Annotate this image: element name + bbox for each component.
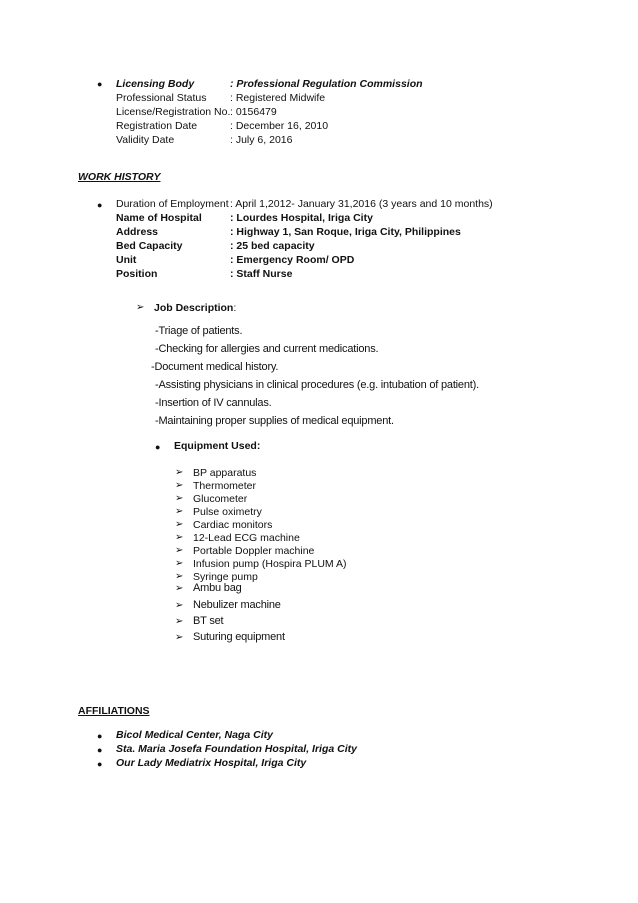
arrow-bullet-icon: ➢ (175, 493, 184, 504)
license-label-3: Registration Date (116, 120, 198, 132)
license-value-2: : 0156479 (230, 106, 277, 118)
arrow-bullet-icon: ➢ (175, 519, 184, 530)
equipment-item: Pulse oximetry (193, 506, 262, 518)
equipment-item: Thermometer (193, 480, 257, 492)
work-label-2: Address (116, 226, 159, 238)
arrow-bullet-icon: ➢ (175, 467, 184, 478)
work-label-1: Name of Hospital (116, 212, 202, 224)
equipment-item: BT set (193, 615, 224, 627)
affiliation-item: Bicol Medical Center, Naga City (116, 729, 273, 741)
work-label-3: Bed Capacity (116, 240, 183, 252)
job-item: -Assisting physicians in clinical procedures (e.g. intubation of patient). (155, 379, 479, 391)
arrow-bullet-icon: ➢ (175, 600, 184, 611)
license-label-4: Validity Date (116, 134, 175, 146)
equipment-title: Equipment Used: (174, 440, 261, 452)
work-value-1: : Lourdes Hospital, Iriga City (230, 212, 373, 224)
job-item: -Triage of patients. (155, 325, 243, 337)
arrow-bullet-icon: ➢ (175, 571, 184, 582)
bullet-icon: ● (97, 745, 103, 755)
equipment-item: BP apparatus (193, 467, 257, 479)
job-item: -Checking for allergies and current medications. (155, 343, 379, 355)
license-value-4: : July 6, 2016 (230, 134, 293, 146)
license-label-1: Professional Status (116, 92, 207, 104)
job-item: -Document medical history. (151, 361, 279, 373)
affiliations-heading: AFFILIATIONS (78, 705, 150, 717)
work-value-0: : April 1,2012- January 31,2016 (3 years and 10 months) (230, 198, 493, 210)
equipment-item: Ambu bag (193, 582, 242, 594)
job-description-title: Job Description: (154, 302, 237, 314)
equipment-item: Glucometer (193, 493, 248, 505)
equipment-item: Syringe pump (193, 571, 258, 583)
arrow-bullet-icon: ➢ (136, 302, 145, 313)
job-item: -Maintaining proper supplies of medical equipment. (155, 415, 394, 427)
arrow-bullet-icon: ➢ (175, 545, 184, 556)
arrow-bullet-icon: ➢ (175, 583, 184, 594)
equipment-item: 12-Lead ECG machine (193, 532, 300, 544)
work-label-5: Position (116, 268, 158, 280)
work-value-5: : Staff Nurse (230, 268, 293, 280)
arrow-bullet-icon: ➢ (175, 480, 184, 491)
bullet-icon: ● (97, 759, 103, 769)
equipment-item: Suturing equipment (193, 631, 285, 643)
work-label-4: Unit (116, 254, 137, 266)
bullet-icon: ● (97, 731, 103, 741)
job-item: -Insertion of IV cannulas. (155, 397, 272, 409)
work-value-3: : 25 bed capacity (230, 240, 315, 252)
license-value-0: : Professional Regulation Commission (230, 78, 423, 90)
bullet-icon: ● (155, 442, 161, 452)
work-label-0: Duration of Employment (116, 198, 229, 210)
license-label-0: Licensing Body (116, 78, 195, 90)
arrow-bullet-icon: ➢ (175, 632, 184, 643)
work-value-2: : Highway 1, San Roque, Iriga City, Philippines (230, 226, 461, 238)
bullet-icon: ● (97, 200, 103, 210)
work-history-heading: WORK HISTORY (78, 171, 161, 183)
license-value-1: : Registered Midwife (230, 92, 326, 104)
license-value-3: : December 16, 2010 (230, 120, 329, 132)
equipment-item: Portable Doppler machine (193, 545, 315, 557)
bullet-icon: ● (97, 79, 103, 89)
work-value-4: : Emergency Room/ OPD (230, 254, 355, 266)
arrow-bullet-icon: ➢ (175, 532, 184, 543)
license-label-2: License/Registration No. (116, 106, 231, 118)
affiliation-item: Our Lady Mediatrix Hospital, Iriga City (116, 757, 307, 769)
equipment-item: Nebulizer machine (193, 599, 281, 611)
affiliation-item: Sta. Maria Josefa Foundation Hospital, Iriga City (116, 743, 357, 755)
equipment-item: Cardiac monitors (193, 519, 273, 531)
equipment-item: Infusion pump (Hospira PLUM A) (193, 558, 347, 570)
arrow-bullet-icon: ➢ (175, 506, 184, 517)
arrow-bullet-icon: ➢ (175, 558, 184, 569)
arrow-bullet-icon: ➢ (175, 616, 184, 627)
